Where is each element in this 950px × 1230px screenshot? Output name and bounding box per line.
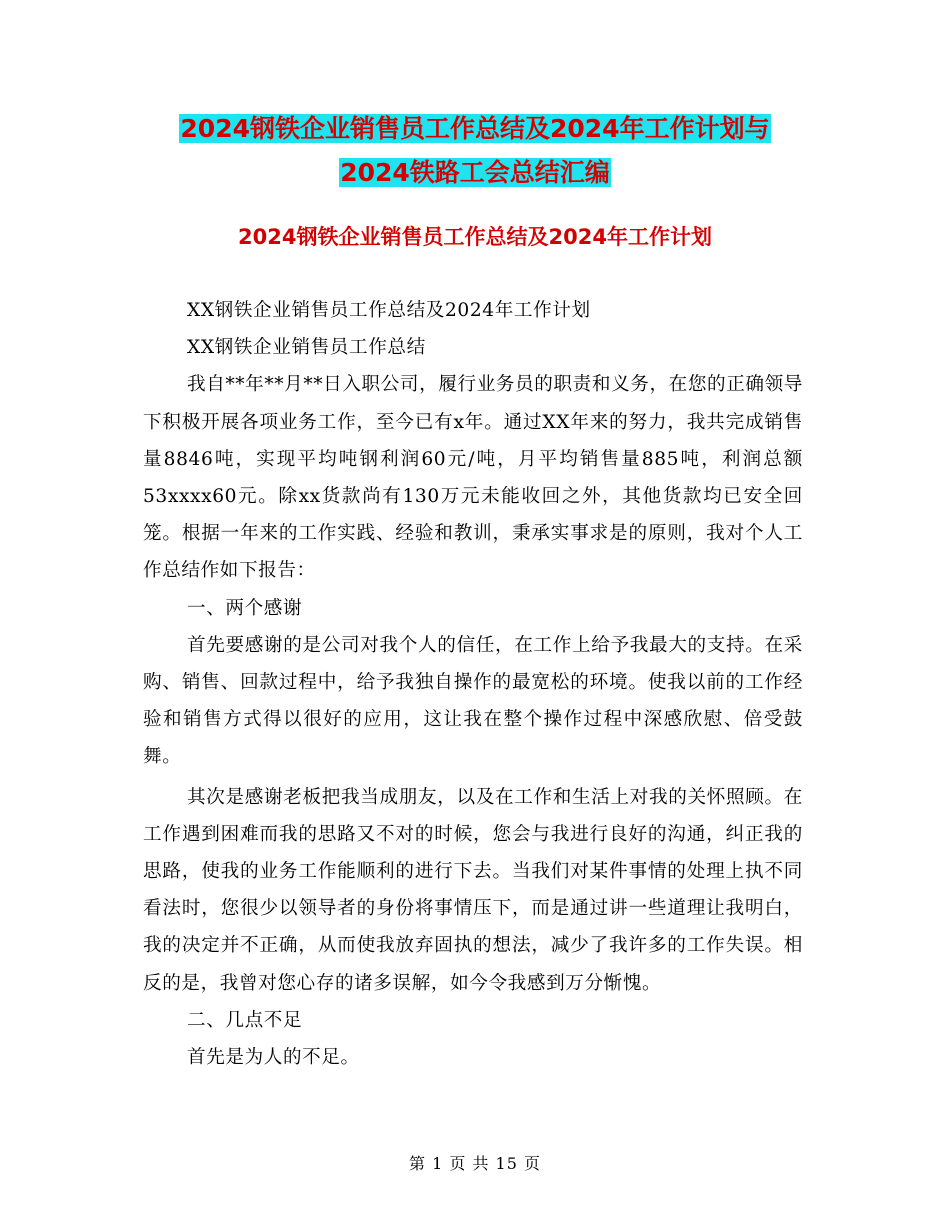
section-title: 2024钢铁企业销售员工作总结及2024年工作计划: [238, 225, 712, 249]
paragraph: 首先要感谢的是公司对我个人的信任，在工作上给予我最大的支持。在采购、销售、回款过程中，给予我独自操作的最宽松的环境。使我以前的工作经验和销售方式得以很好的应用，这让我在整个操作过程中深感欣慰、倍受鼓舞。: [143, 634, 803, 768]
document-title-line-1: [0, 112, 950, 146]
document-title-line-2: [0, 156, 950, 190]
paragraph: 其次是感谢老板把我当成朋友，以及在工作和生活上对我的关怀照顾。在工作遇到困难而我的思路又不对的时候，您会与我进行良好的沟通，纠正我的思路，使我的业务工作能顺利的进行下去。当我们对某件事情的处理上执不同看法时，您很少以领导者的身份将事情压下，而是通过讲一些道理让我明白，我的决定并不正确，从而使我放弃固执的想法，减少了我许多的工作失误。相反的是，我曾对您心存的诸多误解，如今令我感到万分惭愧。: [143, 786, 803, 994]
section-heading: 一、两个感谢: [187, 597, 303, 619]
paragraph: XX钢铁企业销售员工作总结及2024年工作计划: [187, 300, 591, 321]
title-highlight-2: 2024铁路工会总结汇编: [340, 158, 610, 187]
document-body: [143, 292, 803, 1076]
paragraph: 我自**年**月**日入职公司，履行业务员的职责和义务，在您的正确领导下积极开展各项业务工作，至今已有x年。通过XX年来的努力，我共完成销售量8846吨，实现平均吨钢利润60元/吨，月平均销售量885吨，利润总额53xxxx60元。除xx货款尚有130万元未能收回之外，其他货款均已安全回笼。根据一年来的工作实践、经验和教训，秉承实事求是的原则，我对个人工作总结作如下报告：: [143, 374, 804, 582]
page-footer: 第 1 页 共 15 页: [409, 1154, 541, 1173]
paragraph: 首先是为人的不足。: [187, 1047, 360, 1069]
title-highlight-1: 2024钢铁企业销售员工作总结及2024年工作计划与: [180, 114, 770, 143]
paragraph: XX钢铁企业销售员工作总结: [187, 337, 426, 359]
section-heading: 二、几点不足: [187, 1009, 303, 1031]
